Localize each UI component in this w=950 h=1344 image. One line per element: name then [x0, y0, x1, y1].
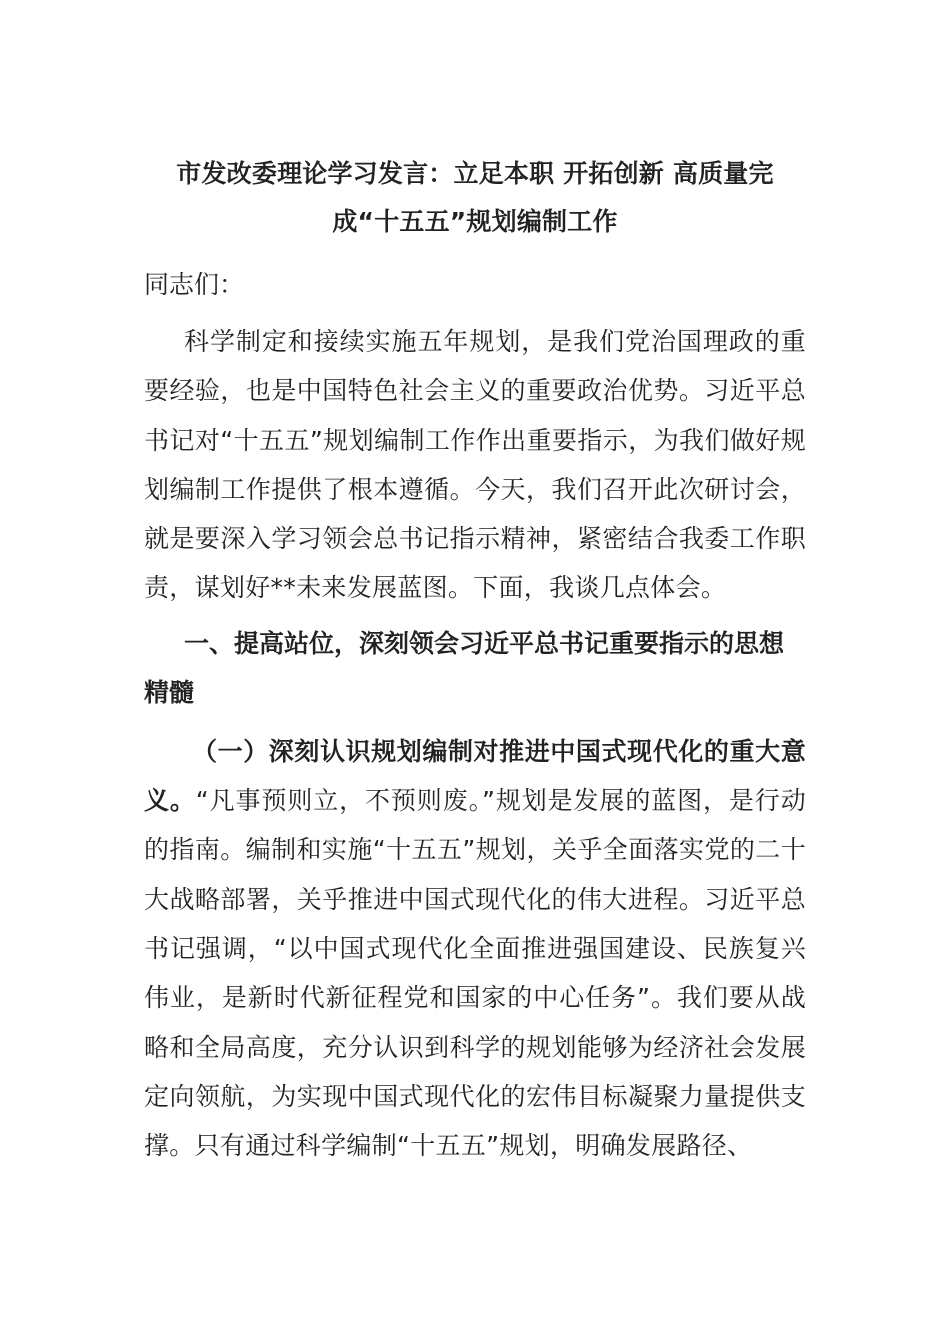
opening-paragraph: 科学制定和接续实施五年规划，是我们党治国理政的重要经验，也是中国特色社会主义的重要政治优势。习近平总书记对“十五五”规划编制工作作出重要指示，为我们做好规划编制工作提供了根本遵循。今天，我们召开此次研讨会，就是要深入学习领会总书记指示精神，紧密结合我委工作职责，谋划好**未来发展蓝图。下面，我谈几点体会。	[144, 327, 806, 603]
subsection-lead: （一）深刻认识规划编制对推进中国式现代化的重大意义。	[144, 736, 806, 816]
subsection-body: “凡事预则立，不预则废。”规划是发展的蓝图，是行动的指南。编制和实施“十五五”规划，关乎全面落实党的二十大战略部署，关乎推进中国式现代化的伟大进程。习近平总书记强调，“以中国式现代化全面推进强国建设、民族复兴伟业，是新时代新征程党和国家的中心任务”。我们要从战略和全局高度，充分认识到科学的规划能够为经济社会发展定向领航，为实现中国式现代化的宏伟目标凝聚力量提供支撑。只有通过科学编制“十五五”规划，明确发展路径、	[144, 786, 806, 1161]
document-title: 市发改委理论学习发言：立足本职 开拓创新 高质量完成“十五五”规划编制工作	[176, 159, 774, 236]
salutation: 同志们：	[144, 270, 245, 299]
document-page	[144, 150, 806, 1170]
subsection-paragraph-1	[144, 727, 806, 1171]
section-heading-1: 一、提高站位，深刻领会习近平总书记重要指示的思想精髓	[144, 628, 785, 707]
